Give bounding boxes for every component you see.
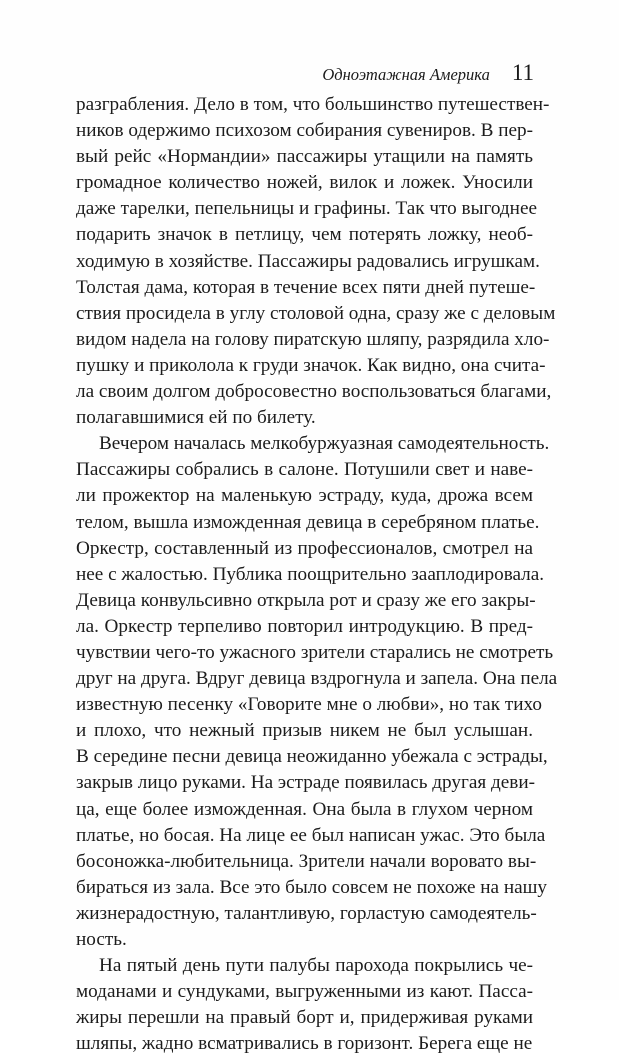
text-line: видом надела на голову пиратскую шляпу, разрядила хло- [76, 328, 550, 350]
text-line: В середине песни девица неожиданно убежала с эстрады, [76, 746, 548, 768]
text-line: Пассажиры собрались в салоне. Потушили свет и наве- [76, 459, 533, 481]
text-line: друг на друга. Вдруг девица вздрогнула и запела. Она пела [76, 668, 558, 690]
text-line: жизнерадостную, талантливую, горластую самодеятель- [76, 902, 537, 924]
text-line: ла своим долгом добросовестно воспользоваться благами, [76, 381, 552, 403]
text-line: ствия просидела в углу столовой одна, сразу же с деловым [76, 302, 556, 324]
text-line: ли прожектор на маленькую эстраду, куда, дрожа всем [76, 485, 533, 507]
text-line: На пятый день пути палубы парохода покрылись че- [99, 955, 533, 977]
text-line: даже тарелки, пепельницы и графины. Так что выгоднее [76, 198, 537, 220]
text-line: Вечером началась мелкобуржуазная самодеятельность. [99, 433, 550, 455]
paragraph [76, 953, 533, 1057]
text-line: ников одержимо психозом собирания сувениров. В пер- [76, 120, 533, 142]
text-line: нее с жалостью. Публика поощрительно зааплодировала. [76, 563, 545, 585]
text-line: подарить значок в петлицу, чем потерять ложку, необ- [76, 224, 533, 246]
paragraph [76, 431, 558, 953]
running-head [322, 60, 534, 86]
text-line: громадное количество ножей, вилок и ложек. Уносили [76, 172, 533, 194]
text-line: закрыв лицо руками. На эстраде появилась другая деви- [76, 772, 535, 794]
page-number: 11 [511, 60, 534, 85]
text-line: разграбления. Дело в том, что большинство путешествен- [76, 94, 550, 115]
text-line: и плохо, что нежный призыв никем не был услышан. [76, 720, 533, 742]
text-line: вый рейс «Нормандии» пассажиры утащили на память [76, 146, 533, 168]
text-line: Толстая дама, которая в течение всех пяти дней путеше- [76, 276, 536, 298]
text-line: ходимую в хозяйстве. Пассажиры радовались игрушкам. [76, 250, 540, 272]
text-line: бираться из зала. Все это было совсем не похоже на нашу [76, 876, 548, 898]
text-line: шляпы, жадно всматривались в горизонт. Берега еще не [76, 1033, 533, 1055]
text-line: ца, еще более изможденная. Она была в глухом черном [76, 798, 533, 820]
text-line: телом, вышла изможденная девица в серебряном платье. [76, 511, 540, 533]
text-line: полагавшимися ей по билету. [76, 407, 316, 429]
text-line: ла. Оркестр терпеливо повторил интродукцию. В пред- [76, 615, 533, 637]
text-line: моданами и сундуками, выгруженными из кают. Пасса- [76, 981, 533, 1003]
text-line: пушку и приколола к груди значок. Как видно, она счита- [76, 354, 546, 376]
text-line: босоножка-любительница. Зрители начали вороватo вы- [76, 850, 537, 872]
text-line: известную песенку «Говорите мне о любви», но так тихо [76, 694, 542, 716]
running-title: Одноэтажная Америка [322, 65, 490, 84]
body-text [76, 92, 558, 1057]
paragraph [76, 92, 556, 431]
text-line: Оркестр, составленный из профессионалов, смотрел на [76, 537, 533, 559]
text-line: жиры перешли на правый борт и, придерживая руками [76, 1007, 533, 1029]
text-line: чувствии чего-то ужасного зрители старались не смотреть [76, 641, 554, 663]
text-line: ность. [76, 929, 127, 950]
text-line: Девица конвульсивно открыла рот и сразу же его закры- [76, 589, 536, 611]
text-line: платье, но босая. На лице ее был написан ужас. Это была [76, 824, 546, 846]
